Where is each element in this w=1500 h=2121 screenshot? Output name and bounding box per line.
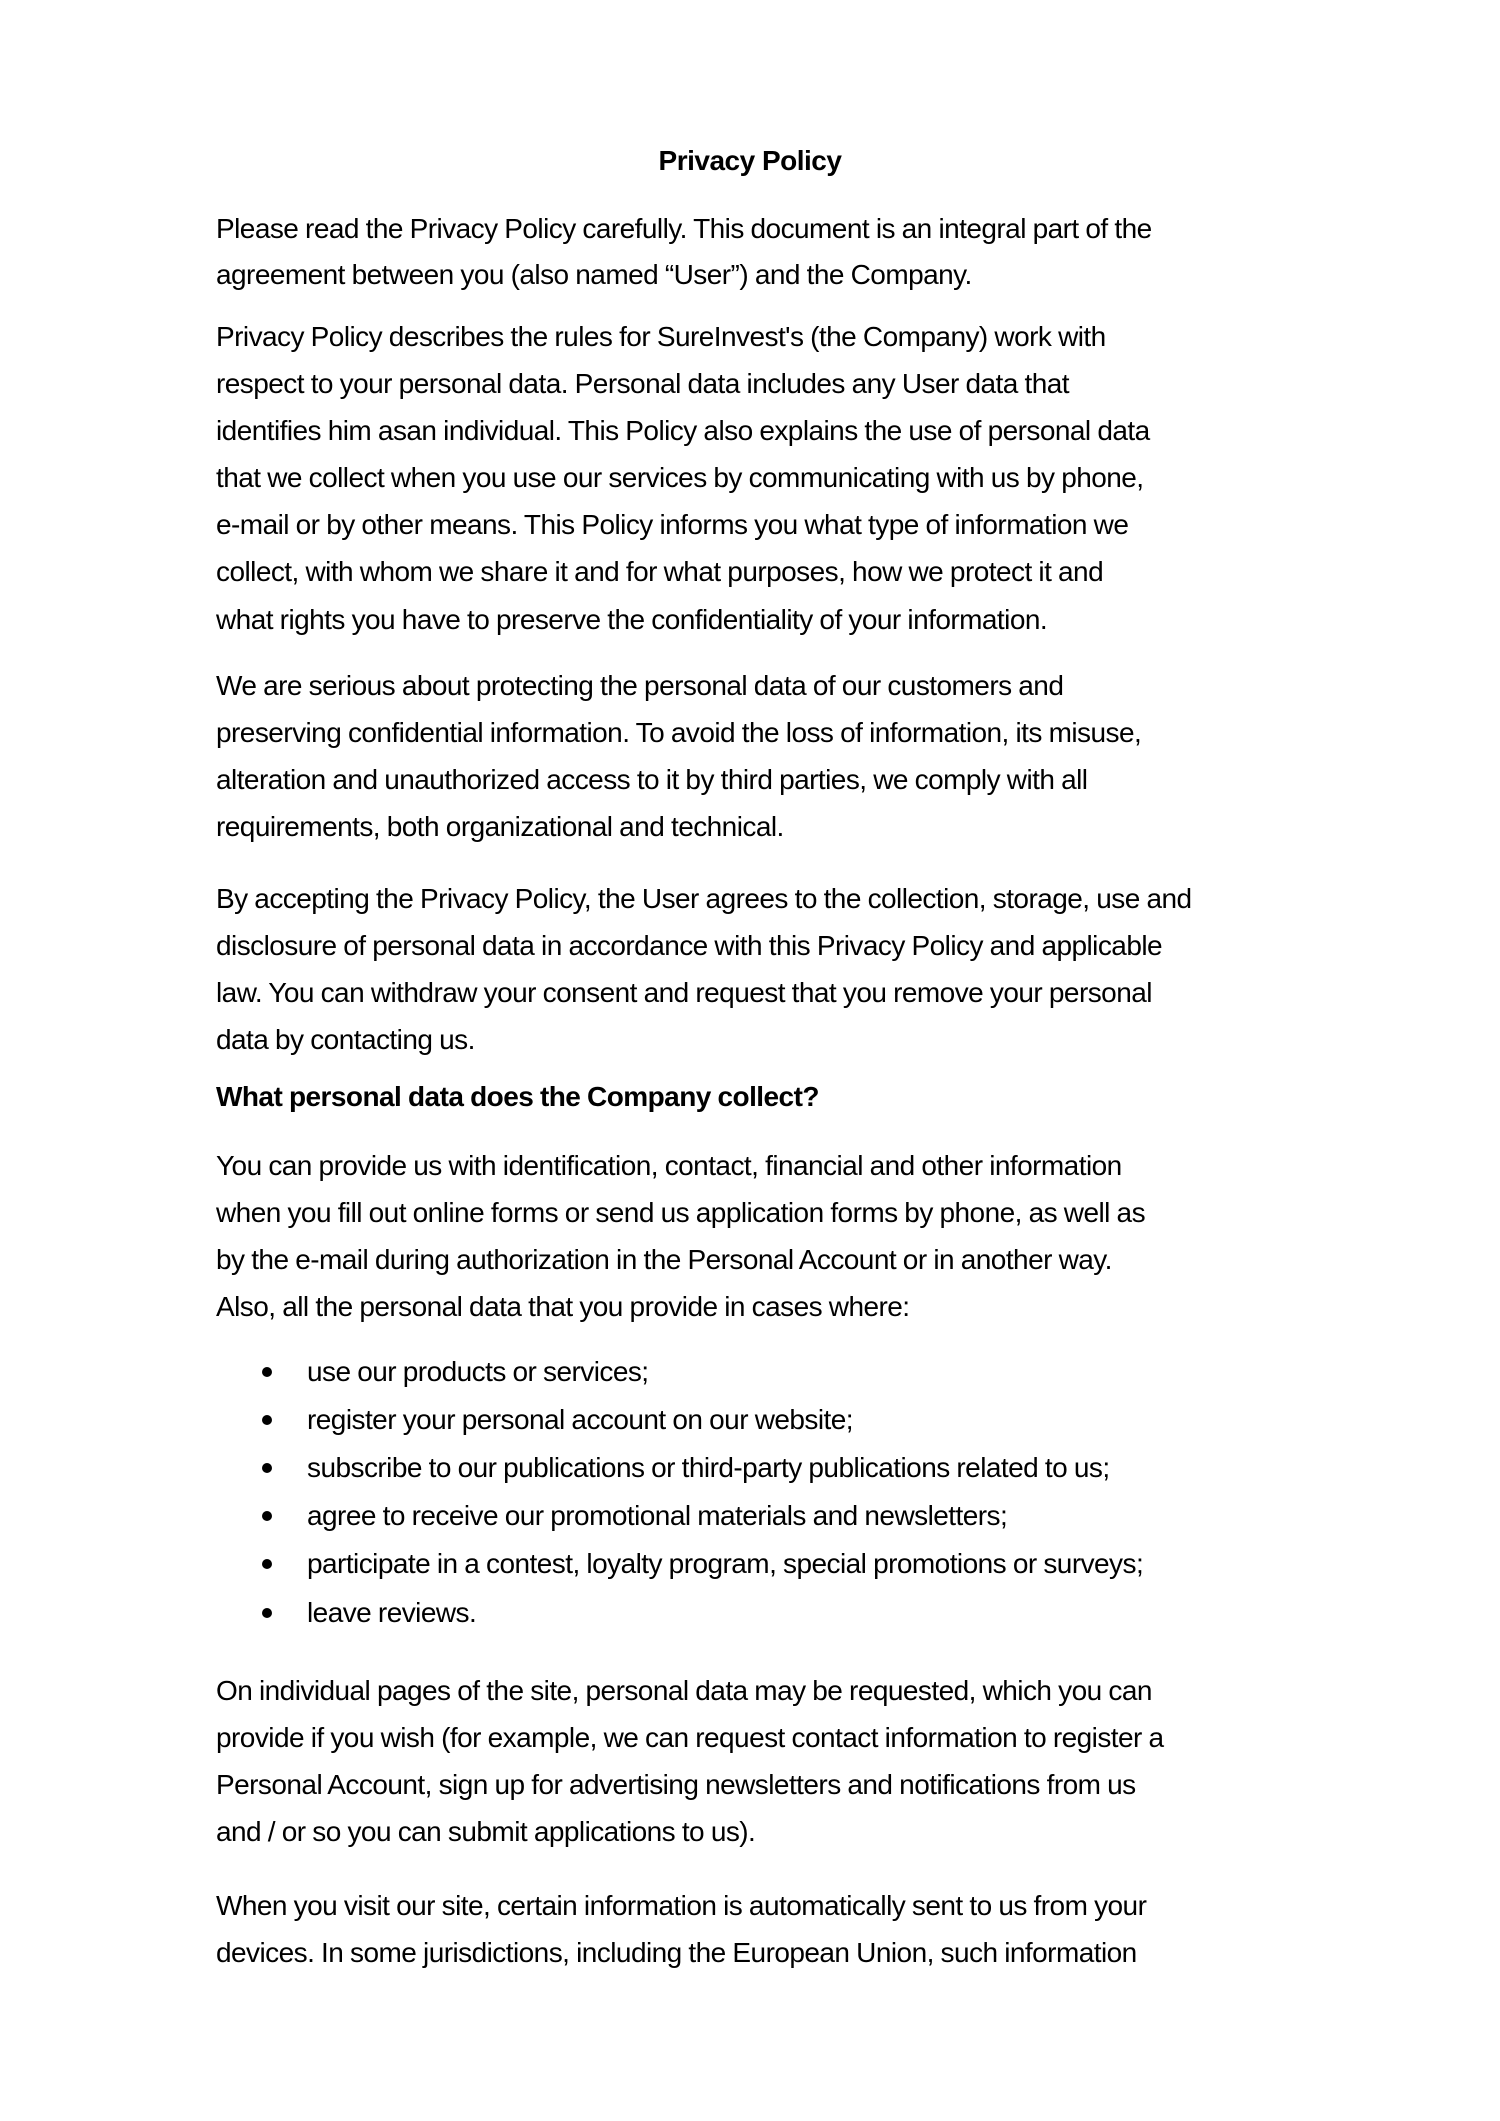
text-line: On individual pages of the site, personal data may be requested, which you can (216, 1675, 1152, 1706)
list-item-text: agree to receive our promotional materials and newsletters; (307, 1500, 1008, 1531)
text-line: provide if you wish (for example, we can request contact information to register a (216, 1722, 1164, 1753)
text-line: what rights you have to preserve the confidentiality of your information. (216, 604, 1048, 635)
text-line: Privacy Policy describes the rules for SureInvest's (the Company) work with (216, 321, 1106, 352)
bullet-icon (262, 1367, 272, 1377)
text-line: agreement between you (also named “User”) and the Company. (216, 259, 972, 290)
text-line: preserving confidential information. To avoid the loss of information, its misuse, (216, 717, 1142, 748)
text-line: requirements, both organizational and technical. (216, 811, 784, 842)
text-line: identifies him asan individual. This Policy also explains the use of personal data (216, 415, 1150, 446)
bullet-icon (262, 1463, 272, 1473)
text-line: Please read the Privacy Policy carefully. This document is an integral part of the (216, 213, 1152, 244)
text-line: By accepting the Privacy Policy, the User agrees to the collection, storage, use and (216, 883, 1192, 914)
bullet-icon (262, 1559, 272, 1569)
text-line: collect, with whom we share it and for what purposes, how we protect it and (216, 556, 1104, 587)
text-line: data by contacting us. (216, 1024, 475, 1055)
bullet-icon (262, 1608, 272, 1618)
text-line: respect to your personal data. Personal data includes any User data that (216, 368, 1069, 399)
text-line: e-mail or by other means. This Policy informs you what type of information we (216, 509, 1129, 540)
text-line: disclosure of personal data in accordance with this Privacy Policy and applicable (216, 930, 1163, 961)
list-item-text: use our products or services; (307, 1356, 649, 1387)
text-line: devices. In some jurisdictions, including the European Union, such information (216, 1937, 1137, 1968)
text-line: Personal Account, sign up for advertising newsletters and notifications from us (216, 1769, 1136, 1800)
text-line: law. You can withdraw your consent and request that you remove your personal (216, 977, 1152, 1008)
list-item-text: register your personal account on our website; (307, 1404, 854, 1435)
text-line: alteration and unauthorized access to it by third parties, we comply with all (216, 764, 1088, 795)
text-line: Also, all the personal data that you provide in cases where: (216, 1291, 910, 1322)
text-line: by the e-mail during authorization in the Personal Account or in another way. (216, 1244, 1112, 1275)
bullet-icon (262, 1511, 272, 1521)
list-item-text: leave reviews. (307, 1597, 477, 1628)
document-title: Privacy Policy (658, 145, 842, 176)
text-line: We are serious about protecting the personal data of our customers and (216, 670, 1064, 701)
text-line: that we collect when you use our services by communicating with us by phone, (216, 462, 1144, 493)
text-line: when you fill out online forms or send us application forms by phone, as well as (216, 1197, 1146, 1228)
section-heading: What personal data does the Company collect? (216, 1081, 819, 1112)
text-line: and / or so you can submit applications to us). (216, 1816, 756, 1847)
text-line: When you visit our site, certain information is automatically sent to us from your (216, 1890, 1147, 1921)
text-line: You can provide us with identification, contact, financial and other information (216, 1150, 1122, 1181)
list-item-text: subscribe to our publications or third-party publications related to us; (307, 1452, 1110, 1483)
bullet-icon (262, 1415, 272, 1425)
list-item-text: participate in a contest, loyalty program, special promotions or surveys; (307, 1548, 1144, 1579)
